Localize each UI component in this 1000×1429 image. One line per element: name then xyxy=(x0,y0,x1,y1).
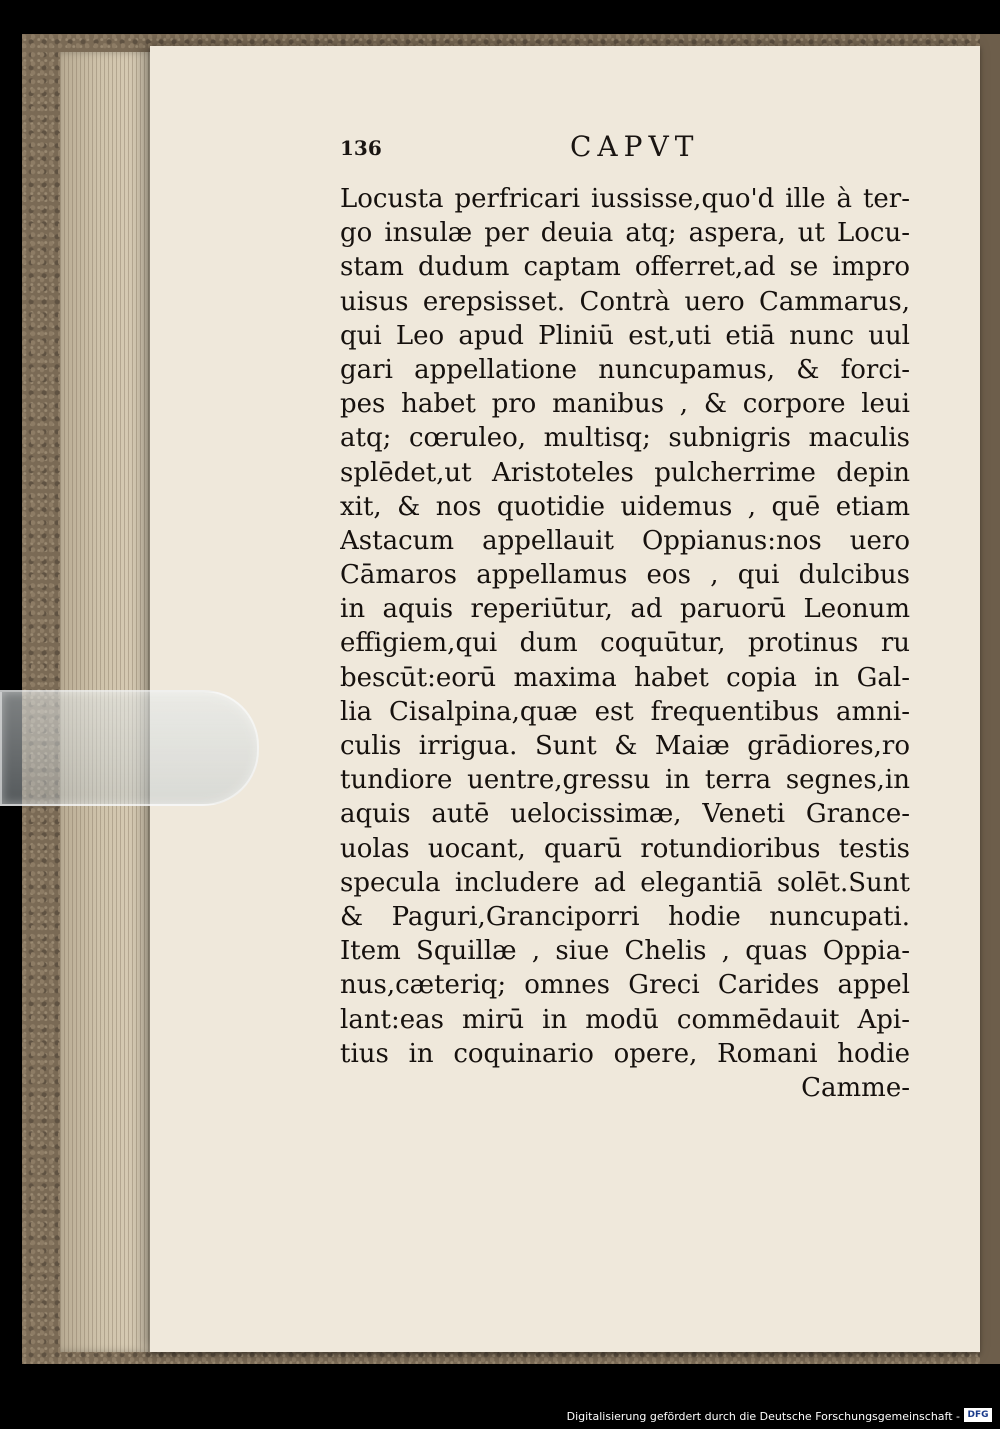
text-line: splēdet,ut Aristoteles pulcherrime depin xyxy=(340,457,910,488)
text-line: go insulæ per deuia atq; aspera, ut Locu- xyxy=(340,218,910,249)
text-line: specula includere ad elegantiā solēt.Sunt xyxy=(340,867,910,898)
text-line: Cāmaros appellamus eos , qui dulcibus xyxy=(340,560,910,591)
text-line: uolas uocant, quarū rotundioribus testis xyxy=(340,833,910,864)
text-line: Astacum appellauit Oppianus:nos uero xyxy=(340,525,910,556)
page-holder-tab xyxy=(0,690,259,806)
text-line: nus,cæteriq; omnes Greci Carides appel xyxy=(340,970,910,1001)
text-line: lant:eas mirū in modū commēdauit Api- xyxy=(340,1004,910,1035)
text-line: qui Leo apud Pliniū est,uti etiā nunc uul xyxy=(340,320,910,351)
text-line: in aquis reperiūtur, ad paruorū Leonum xyxy=(340,594,910,625)
text-line: Locusta perfricari iussisse,quo'd ille à ter- xyxy=(340,184,910,214)
text-line: & Paguri,Granciporri hodie nuncupati. xyxy=(340,901,910,932)
running-head: CAPVT xyxy=(570,130,700,163)
text-line: bescūt:eorū maxima habet copia in Gal- xyxy=(340,662,910,693)
text-line: xit, & nos quotidie uidemus , quē etiam xyxy=(340,491,910,522)
text-line: gari appellatione nuncupamus, & forci- xyxy=(340,354,910,385)
body-text xyxy=(340,182,910,1105)
text-line: Item Squillæ , siue Chelis , quas Oppia- xyxy=(340,936,910,967)
catchword: Camme- xyxy=(801,1072,910,1103)
page-header xyxy=(340,130,900,166)
text-line: lia Cisalpina,quæ est frequentibus amni- xyxy=(340,696,910,727)
book-cover-edge xyxy=(980,34,1000,1364)
page-number: 136 xyxy=(340,136,382,160)
text-line: aquis autē uelocissimæ, Veneti Grance- xyxy=(340,799,910,830)
text-line: effigiem,qui dum coquūtur, protinus ru xyxy=(340,628,910,659)
text-line: tundiore uentre,gressu in terra segnes,in xyxy=(340,765,910,796)
text-line: tius in coquinario opere, Romani hodie xyxy=(340,1038,910,1069)
text-line: stam dudum captam offerret,ad se impro xyxy=(340,252,910,283)
text-line: atq; cœruleo, multisq; subnigris maculis xyxy=(340,423,910,454)
text-line: pes habet pro manibus , & corpore leui xyxy=(340,389,910,420)
dfg-logo[interactable]: DFG xyxy=(964,1408,992,1422)
funding-footer: Digitalisierung gefördert durch die Deutsche Forschungsgemeinschaft - xyxy=(566,1410,960,1423)
text-line: uisus erepsisset. Contrà uero Cammarus, xyxy=(340,286,910,317)
text-line: culis irrigua. Sunt & Maiæ grādiores,ro xyxy=(340,731,910,761)
